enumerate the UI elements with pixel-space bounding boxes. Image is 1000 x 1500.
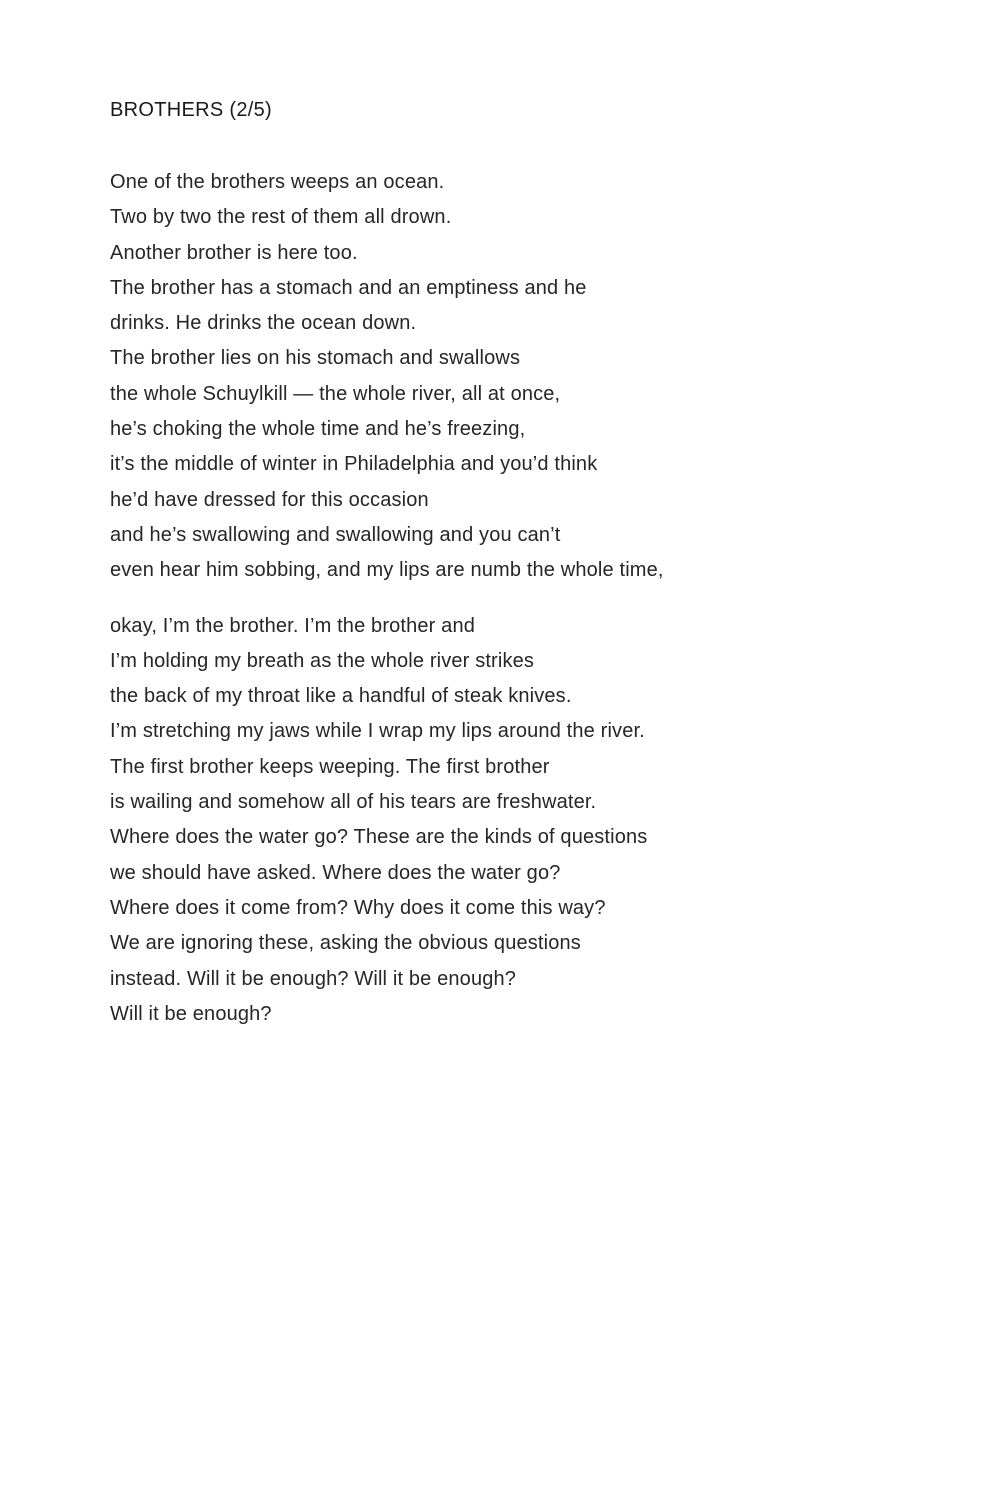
poem-line: I’m holding my breath as the whole river strikes — [110, 649, 535, 672]
poem-line: Will it be enough? — [110, 1002, 272, 1025]
poem-page — [110, 96, 970, 1032]
poem-line: is wailing and somehow all of his tears are freshwater. — [110, 791, 597, 814]
poem-line: Where does the water go? These are the kinds of questions — [110, 826, 648, 849]
poem-line: One of the brothers weeps an ocean. — [110, 171, 445, 193]
poem-line: he’d have dressed for this occasion — [110, 488, 429, 511]
poem-line: instead. Will it be enough? Will it be enough? — [110, 967, 517, 990]
poem-line: we should have asked. Where does the water go? — [110, 861, 561, 884]
poem-line: and he’s swallowing and swallowing and you can’t — [110, 523, 561, 546]
poem-line: even hear him sobbing, and my lips are numb the whole time, — [110, 559, 664, 582]
stanza-1 — [110, 165, 970, 589]
poem-line: the whole Schuylkill — the whole river, all at once, — [110, 382, 561, 405]
poem-line: I’m stretching my jaws while I wrap my lips around the river. — [110, 720, 645, 743]
poem-title: BROTHERS (2/5) — [110, 99, 273, 121]
poem-line: The brother lies on his stomach and swallows — [110, 347, 521, 370]
poem-line: the back of my throat like a handful of steak knives. — [110, 685, 572, 708]
poem-line: The brother has a stomach and an emptiness and he — [110, 276, 587, 299]
stanza-2 — [110, 609, 970, 1033]
poem-line: it’s the middle of winter in Philadelphia and you’d think — [110, 453, 598, 476]
poem-line: The first brother keeps weeping. The first brother — [110, 755, 550, 778]
poem-line: Where does it come from? Why does it come this way? — [110, 896, 606, 919]
poem-line: Two by two the rest of them all drown. — [110, 206, 452, 229]
poem-line: drinks. He drinks the ocean down. — [110, 312, 417, 335]
poem-line: okay, I’m the brother. I’m the brother and — [110, 614, 476, 637]
poem-line: he’s choking the whole time and he’s freezing, — [110, 418, 526, 441]
poem-line: We are ignoring these, asking the obvious questions — [110, 932, 581, 955]
poem-line: Another brother is here too. — [110, 241, 358, 264]
